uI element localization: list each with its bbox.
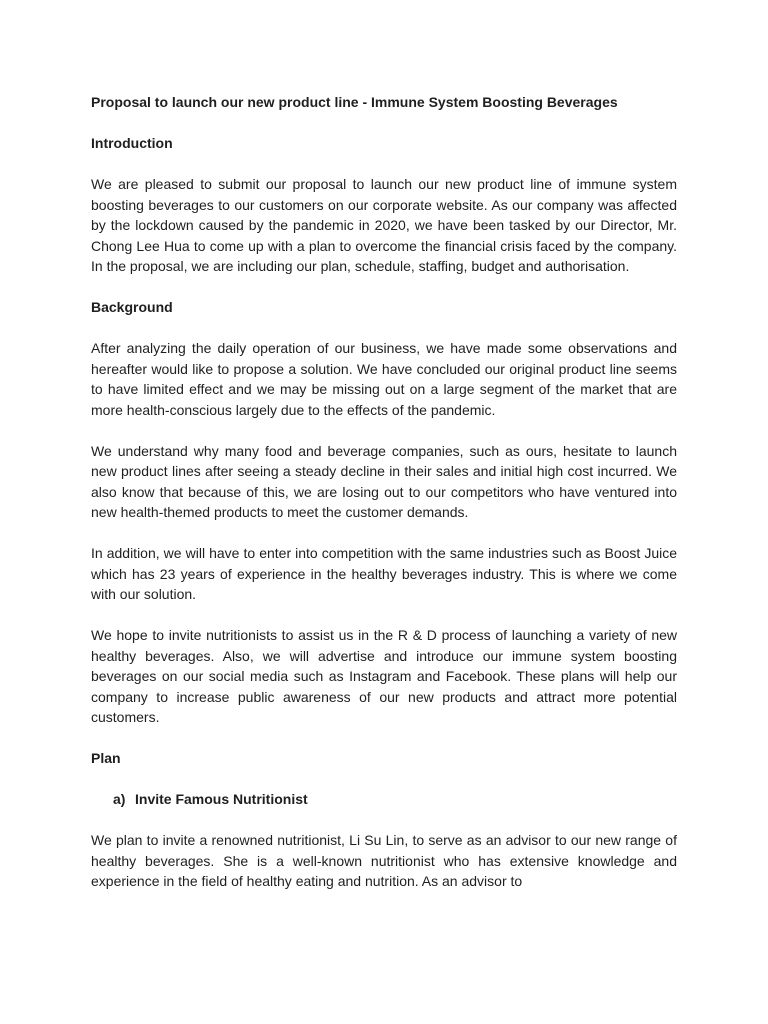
- document-page: [91, 92, 677, 912]
- section-heading-plan: Plan: [91, 750, 121, 766]
- section-heading-background: Background: [91, 299, 173, 315]
- background-paragraph-4: We hope to invite nutritionists to assist us in the R & D process of launching a variety of new healthy beverages. Also, we will advertise and introduce our immune system boosting beverages on our social media such as Instagram and Facebook. These plans will help our company to increase public awareness of our new products and attract more potential customers.: [91, 627, 677, 725]
- subsection-marker: a): [113, 791, 126, 807]
- subsection-heading-invite-nutritionist: [91, 789, 677, 809]
- plan-paragraph: We plan to invite a renowned nutritionist, Li Su Lin, to serve as an advisor to our new range of healthy beverages. She is a well-known nutritionist who has extensive knowledge and experience in the field of healthy eating and nutrition. As an advisor to: [91, 832, 677, 889]
- introduction-paragraph: We are pleased to submit our proposal to launch our new product line of immune system boosting beverages to our customers on our corporate website. As our company was affected by the lockdown caused by the pandemic in 2020, we have been tasked by our Director, Mr. Chong Lee Hua to come up with a plan to overcome the financial crisis faced by the company. In the proposal, we are including our plan, schedule, staffing, budget and authorisation.: [91, 176, 677, 274]
- background-paragraph-2: We understand why many food and beverage companies, such as ours, hesitate to launch new product lines after seeing a steady decline in their sales and initial high cost incurred. We also know that because of this, we are losing out to our competitors who have ventured into new health-themed products to meet the customer demands.: [91, 442, 677, 520]
- background-paragraph-1: After analyzing the daily operation of our business, we have made some observations and hereafter would like to propose a solution. We have concluded our original product line seems to have limited effect and we may be missing out on a large segment of the market that are more health-conscious largely due to the effects of the pandemic.: [91, 340, 677, 418]
- section-heading-introduction: Introduction: [91, 135, 173, 151]
- background-paragraph-3: In addition, we will have to enter into competition with the same industries such as Boost Juice which has 23 years of experience in the healthy beverages industry. This is where we come with our solution.: [91, 545, 677, 602]
- subsection-heading-label: Invite Famous Nutritionist: [135, 791, 308, 807]
- document-title: Proposal to launch our new product line - Immune System Boosting Beverages: [91, 94, 618, 110]
